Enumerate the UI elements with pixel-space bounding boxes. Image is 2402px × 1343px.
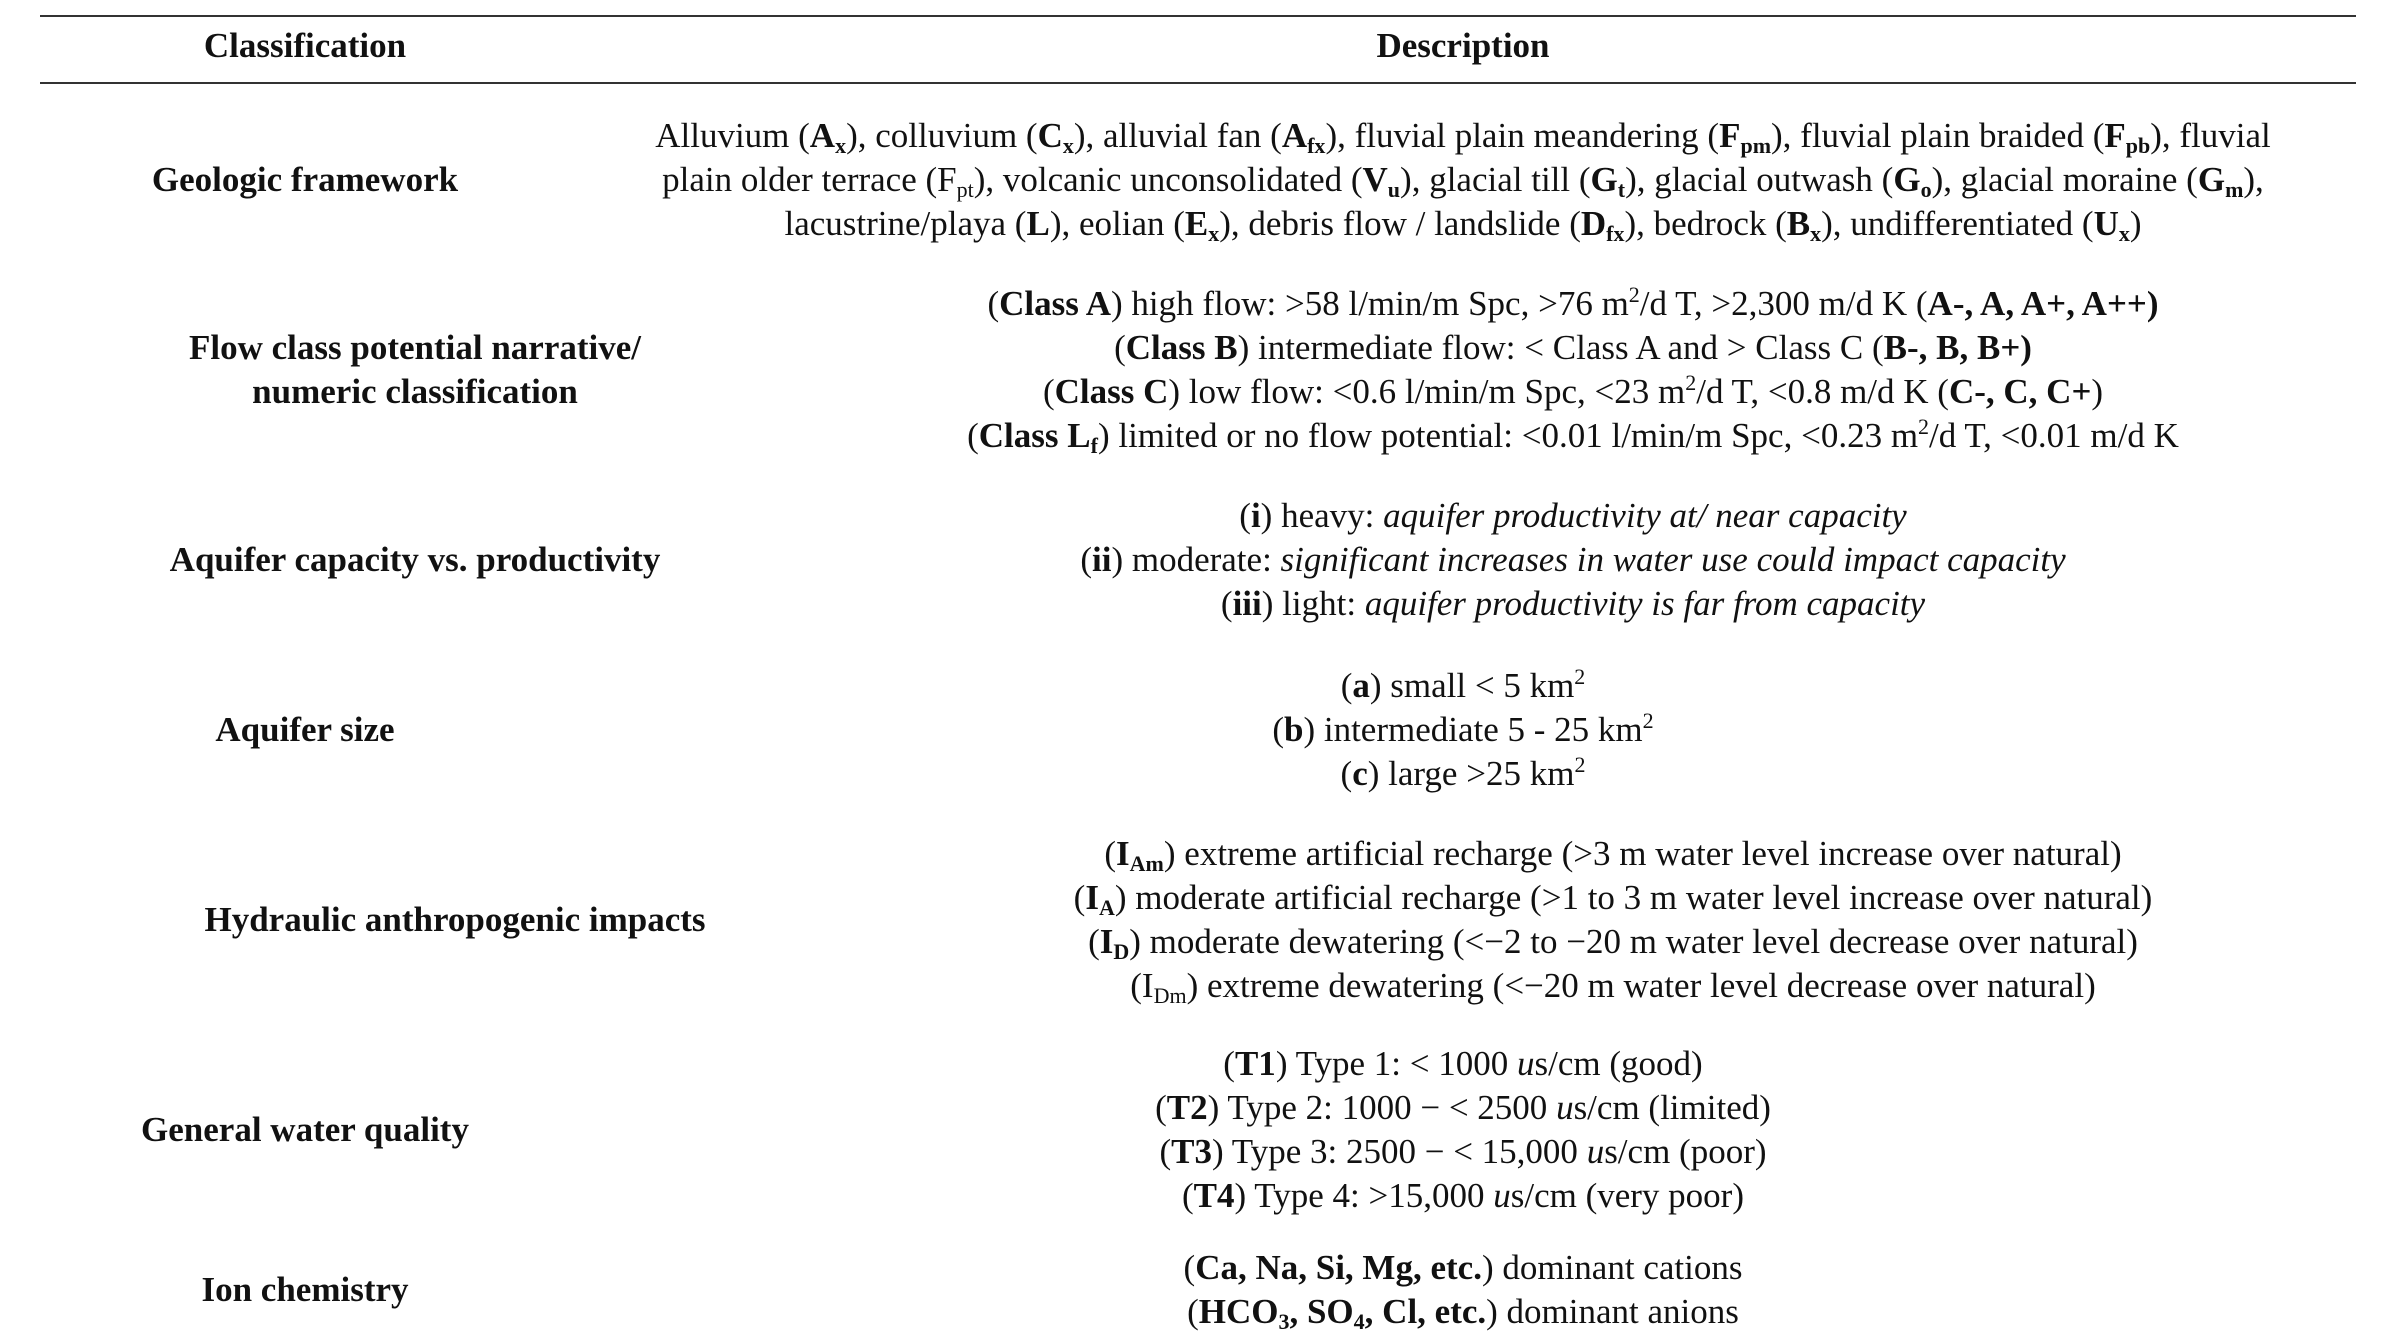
classification-cell: Aquifer capacity vs. productivity (169, 540, 661, 579)
classification-cell: Flow class potential narrative/ numeric classification (188, 328, 642, 411)
description-line: (a) small < 5 $km^2$ (1340, 664, 1586, 705)
description-line: (iii) light: aquifer productivity is far from capacity (1220, 584, 1926, 623)
description-line: $(I_{Am})$ extreme artificial recharge (>3 m water level increase over natural) (1104, 834, 2122, 876)
table-row (40, 830, 2356, 1010)
table-row (40, 490, 2356, 630)
description-line: (Ca, Na, Si, Mg, etc.) dominant cations (1183, 1248, 1743, 1287)
description-cell (570, 1245, 2356, 1335)
description-cell (870, 830, 2356, 1010)
description-line: (Class C) low flow: <0.6 l/min/m Spc, <23 $m^2/d$ T, <0.8 m/d K (C-, C, C+) (1042, 370, 2104, 411)
description-line: (T2) Type 2: 1000 − < 2500 us/cm (limited) (1155, 1088, 1771, 1127)
description-line: $(I_D)$ moderate dewatering (<−2 to −20 m water level decrease over natural) (1088, 922, 2138, 964)
header-classification: Classification (203, 26, 407, 65)
table-row (40, 280, 2356, 460)
description-line: $(I_A)$ moderate artificial recharge (>1 to 3 m water level increase over natural) (1073, 878, 2153, 920)
description-line: (c) large >25 $km^2$ (1340, 752, 1586, 793)
description-line: plain older terrace $(F_{pt})$, volcanic unconsolidated $(V_u)$, glacial till $(G_t)$, glacial outwash $(G_o)$, glacial moraine $(G_m)$, (662, 160, 2264, 202)
description-cell (790, 490, 2356, 630)
top-rule (40, 15, 2356, 17)
description-line: (Class A) high flow: >58 l/min/m Spc, >76 $m^2/d$ T, >2,300 m/d K (A-, A, A+, A++) (987, 282, 2159, 323)
table-row (40, 1245, 2356, 1335)
description-line: (Class $L_f$) limited or no flow potential: <0.01 l/min/m Spc, <0.23 $m^2/d$ T, <0.01 m/d K (967, 414, 2179, 458)
description-cell (790, 280, 2356, 460)
classification-cell: Geologic framework (151, 160, 459, 199)
description-line: $(I_{Dm})$ extreme dewatering (<−20 m water level decrease over natural) (1130, 966, 2096, 1008)
classification-cell: General water quality (141, 1110, 469, 1149)
table-row (40, 110, 2356, 250)
description-cell (570, 1040, 2356, 1220)
description-line: (T4) Type 4: >15,000 us/cm (very poor) (1182, 1176, 1744, 1215)
classification-cell: Hydraulic anthropogenic impacts (204, 900, 706, 939)
description-cell (570, 660, 2356, 800)
description-line: (i) heavy: aquifer productivity at/ near capacity (1239, 496, 1907, 535)
description-line: Alluvium $(A_x)$, colluvium $(C_x)$, alluvial fan $(A_{fx})$, fluvial plain meandering $(F_{pm})$, fluvial plain braided $(F_{pb})$, fluvial (655, 116, 2271, 158)
table-row (40, 660, 2356, 800)
header-description: Description (1376, 26, 1550, 65)
description-line: (T1) Type 1: < 1000 us/cm (good) (1223, 1044, 1703, 1083)
description-line: lacustrine/playa (L), eolian $(E_x)$, debris flow / landslide $(D_{fx})$, bedrock $(B_x)$, undifferentiated $(U_x)$ (784, 204, 2142, 246)
header-rule (40, 82, 2356, 84)
description-line: (ii) moderate: significant increases in water use could impact capacity (1080, 540, 2066, 579)
description-line: (T3) Type 3: 2500 − < 15,000 us/cm (poor) (1159, 1132, 1767, 1171)
classification-cell: Ion chemistry (201, 1270, 409, 1309)
description-line: (Class B) intermediate flow: < Class A and > Class C (B-, B, B+) (1114, 328, 2032, 367)
table-row (40, 1040, 2356, 1220)
description-line: ($HCO_3$, $SO_4$, Cl, etc.) dominant anions (1187, 1292, 1739, 1334)
classification-cell: Aquifer size (215, 710, 395, 749)
description-line: (b) intermediate 5 - 25 $km^2$ (1272, 708, 1654, 749)
description-cell (570, 110, 2356, 250)
